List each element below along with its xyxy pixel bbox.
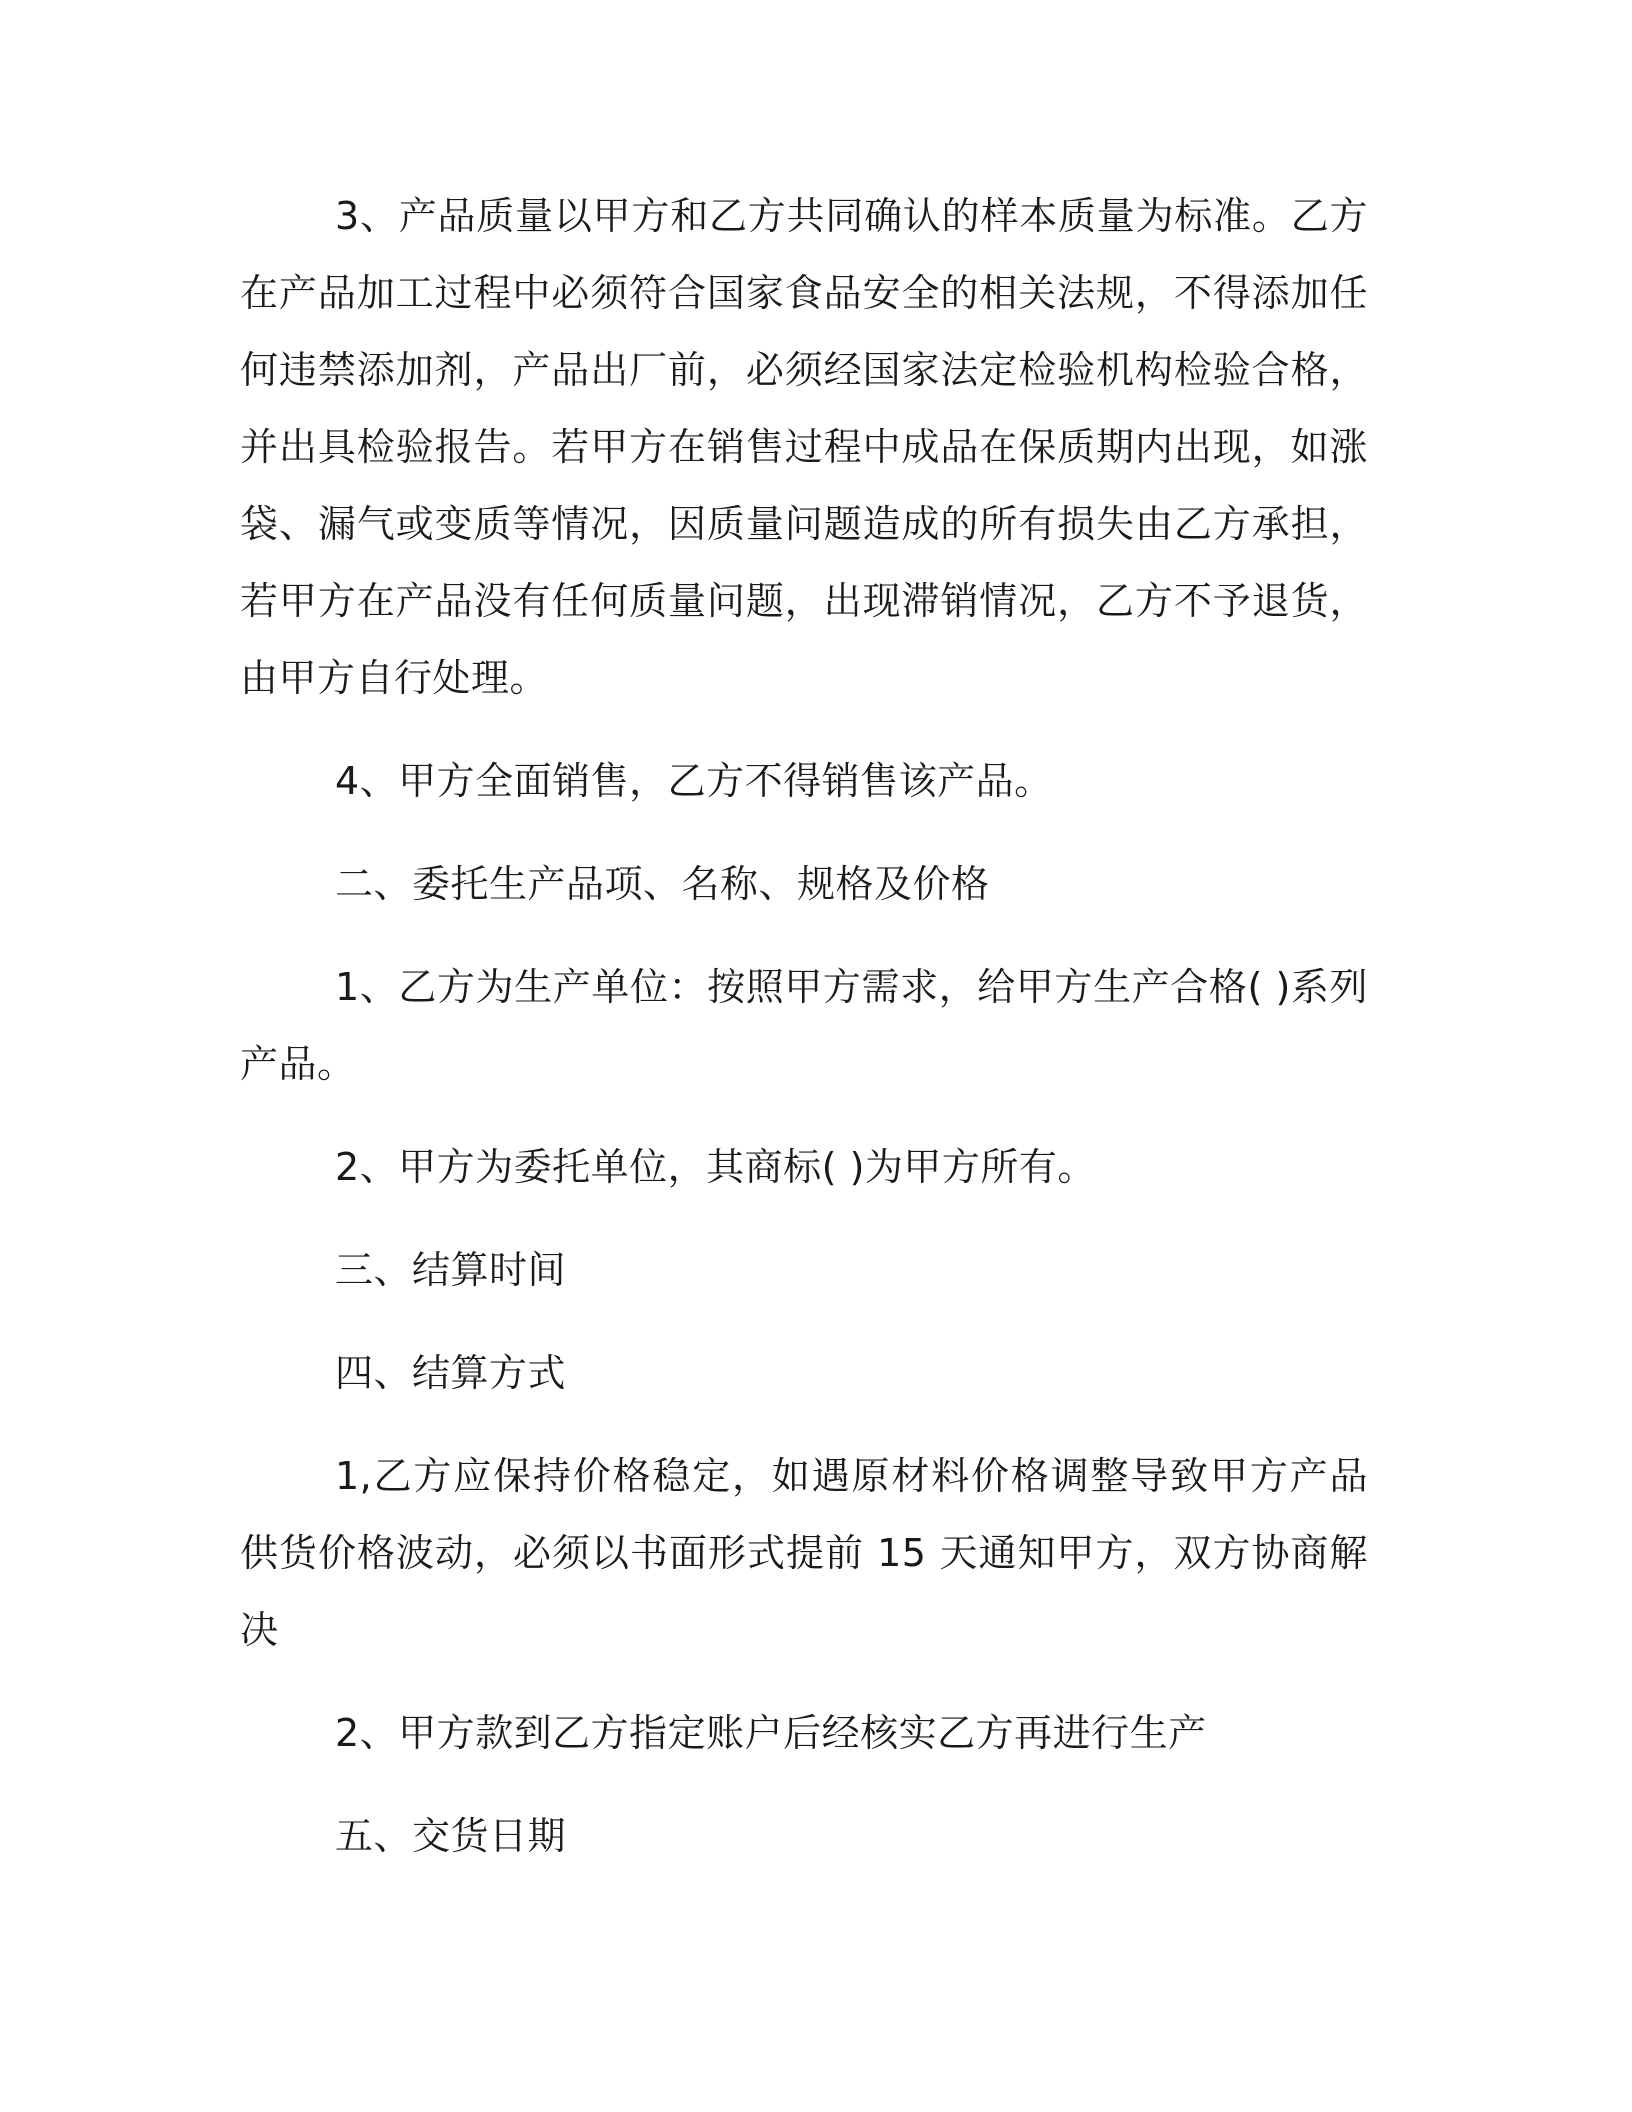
clause-price-stability: 1,乙方应保持价格稳定，如遇原材料价格调整导致甲方产品供货价格波动，必须以书面形式提前 15 天通知甲方，双方协商解决 bbox=[240, 1454, 1368, 1652]
clause-producer: 1、乙方为生产单位：按照甲方需求，给甲方生产合格( )系列产品。 bbox=[240, 965, 1368, 1086]
clause-quality-standard: 3、产品质量以甲方和乙方共同确认的样本质量为标准。乙方在产品加工过程中必须符合国家食品安全的相关法规，不得添加任何违禁添加剂，产品出厂前，必须经国家法定检验机构检验合格，并出具检验报告。若甲方在销售过程中成品在保质期内出现，如涨袋、漏气或变质等情况，因质量问题造成的所有损失由乙方承担，若甲方在产品没有任何质量问题，出现滞销情况，乙方不予退货，由甲方自行处理。 bbox=[240, 194, 1368, 700]
section-heading-settlement-method: 四、结算方式 bbox=[335, 1351, 567, 1395]
clause-payment-before-production: 2、甲方款到乙方指定账户后经核实乙方再进行生产 bbox=[335, 1711, 1207, 1755]
clause-exclusive-sales: 4、甲方全面销售，乙方不得销售该产品。 bbox=[335, 759, 1053, 803]
section-heading-settlement-time: 三、结算时间 bbox=[335, 1248, 567, 1292]
section-heading-products: 二、委托生产品项、名称、规格及价格 bbox=[335, 862, 990, 906]
clause-trademark: 2、甲方为委托单位，其商标( )为甲方所有。 bbox=[335, 1145, 1096, 1189]
section-heading-delivery-date: 五、交货日期 bbox=[335, 1814, 567, 1858]
document-body bbox=[240, 178, 1368, 1875]
